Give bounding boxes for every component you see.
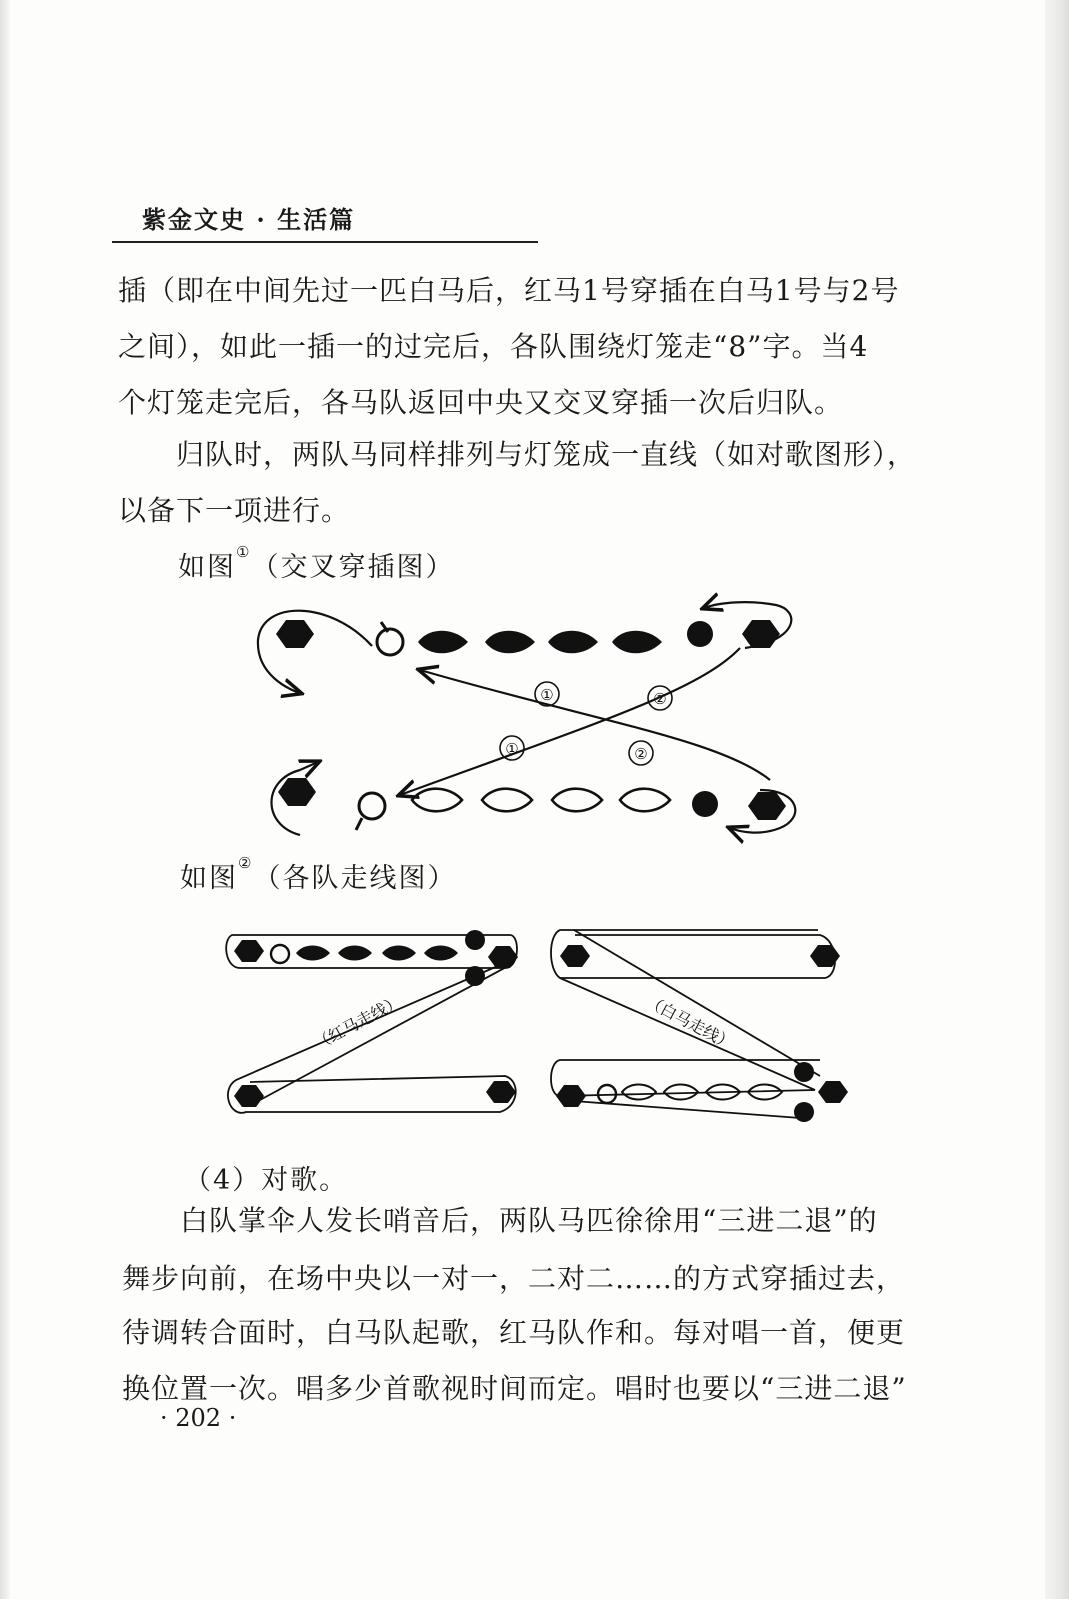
white-horse-icon <box>622 1084 656 1099</box>
figure2-caption-prefix: 如图 <box>180 863 238 894</box>
figure1-caption-prefix: 如图 <box>178 552 236 583</box>
umbrella-holder-icon <box>271 945 289 963</box>
red-horse-icon <box>382 945 416 960</box>
paragraph-line-2: 之间），如此一插一的过完后，各队围绕灯笼走“8”字。当4 <box>118 330 869 363</box>
lantern-hexagon-icon <box>234 1085 264 1107</box>
lantern-hexagon-icon <box>818 1081 848 1103</box>
lamp-dot-icon <box>794 1062 814 1082</box>
figure1-label-1: ① <box>540 686 554 704</box>
section-line-1: 白队掌伞人发长哨音后，两队马匹徐徐用“三进二退”的 <box>122 1204 878 1237</box>
lantern-hexagon-icon <box>556 1085 586 1107</box>
figure1-caption-text: （交叉穿插图） <box>251 552 455 583</box>
paragraph-line-5: 以备下一项进行。 <box>118 494 351 527</box>
red-horse-icon <box>338 945 372 960</box>
figure2-caption-mark: ② <box>238 854 254 872</box>
figure1-caption-mark: ① <box>236 543 252 561</box>
lamp-dot-icon <box>465 930 485 950</box>
lantern-hexagon-icon <box>234 940 264 962</box>
paragraph-line-3: 个灯笼走完后，各马队返回中央又交叉穿插一次后归队。 <box>118 386 844 419</box>
figure1-label-4: ② <box>634 745 648 763</box>
page-number: · 202 · <box>160 1404 237 1432</box>
red-horse-icon <box>424 945 458 960</box>
paragraph-line-4: 归队时，两队马同样排列与灯笼成一直线（如对歌图形）， <box>118 438 917 471</box>
white-horse-path-label: （白马走线） <box>643 991 737 1054</box>
red-horse-path-label: （红马走线） <box>310 991 405 1054</box>
section-line-3: 待调转合面时，白马队起歌，红马队作和。每对唱一首，便更 <box>122 1316 906 1349</box>
figure2-caption-text: （各队走线图） <box>253 863 457 894</box>
lantern-hexagon-icon <box>486 1081 516 1103</box>
red-horse-icon <box>296 945 330 960</box>
running-header: 紫金文史 · 生活篇 <box>142 205 356 234</box>
section-line-4: 换位置一次。唱多少首歌视时间而定。唱时也要以“三进二退” <box>122 1372 907 1405</box>
lamp-dot-icon <box>465 966 485 986</box>
figure1-label-3: ① <box>505 740 519 758</box>
section-line-2: 舞步向前，在场中央以一对一，二对二……的方式穿插过去， <box>122 1262 906 1295</box>
lamp-dot-icon <box>794 1102 814 1122</box>
paragraph-line-1: 插（即在中间先过一匹白马后，红马1号穿插在白马1号与2号 <box>118 274 900 307</box>
lantern-hexagon-icon <box>488 946 518 968</box>
lantern-hexagon-icon <box>560 945 590 967</box>
section-heading: （4）对歌。 <box>184 1165 349 1196</box>
figure1-label-2: ② <box>653 690 667 708</box>
